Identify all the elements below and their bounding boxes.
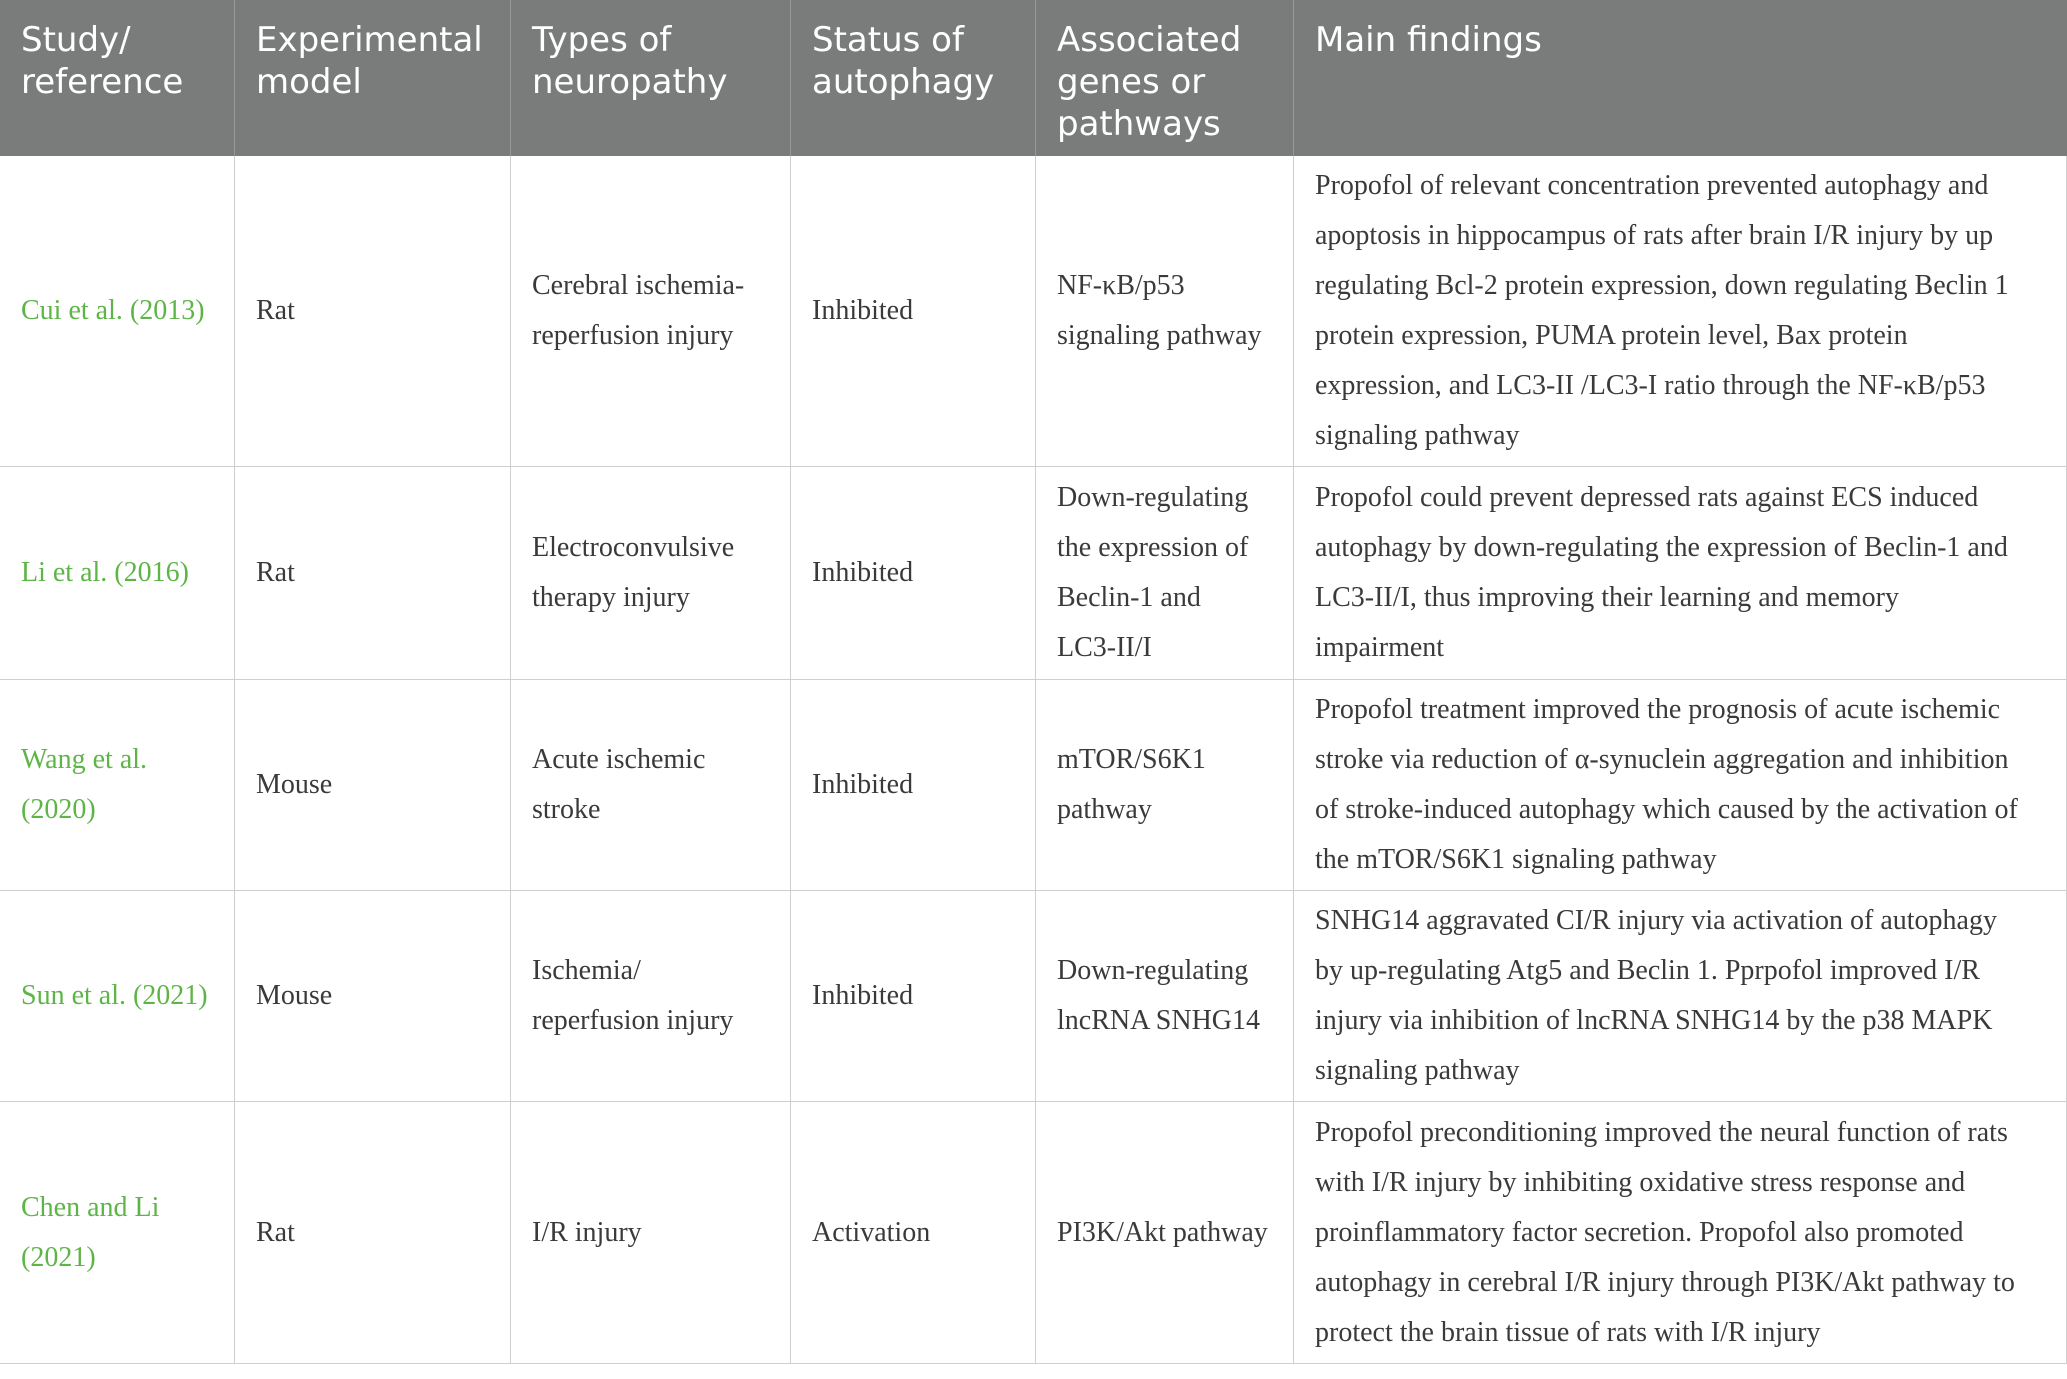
- findings-line: autophagy by down-regulating the expression of Beclin-1 and: [1315, 532, 2008, 563]
- cell-genes-or-pathways: [1036, 1102, 1294, 1364]
- pathway-line: lncRNA SNHG14: [1057, 1005, 1261, 1036]
- pathway-line: pathway: [1057, 794, 1152, 825]
- column-header-line: Types of: [532, 20, 672, 60]
- cell-genes-or-pathways: [1036, 467, 1294, 680]
- column-header-study-reference: [0, 0, 235, 156]
- column-header-line: Study/: [21, 20, 131, 60]
- column-header-line: Status of: [812, 20, 964, 60]
- status-line: Inhibited: [812, 557, 914, 588]
- cell-experimental-model: [235, 891, 511, 1102]
- reference-line: Chen and Li: [21, 1191, 160, 1223]
- reference-line: (2020): [21, 794, 96, 825]
- table-header-row: [0, 0, 2067, 156]
- column-header-line: Associated: [1057, 20, 1242, 60]
- findings-line: proinflammatory factor secretion. Propofol also promoted: [1315, 1216, 1964, 1248]
- cell-genes-or-pathways: [1036, 680, 1294, 891]
- column-header-experimental-model: [235, 0, 511, 156]
- model-line: Rat: [256, 557, 295, 588]
- table-row: [0, 1102, 2067, 1364]
- cell-reference: [0, 891, 235, 1102]
- reference-link[interactable]: [21, 971, 228, 1021]
- findings-line: autophagy in cerebral I/R injury through PI3K/Akt pathway to: [1315, 1266, 2015, 1298]
- findings-line: by up-regulating Atg5 and Beclin 1. Pprpofol improved I/R: [1315, 955, 1980, 986]
- findings-line: with I/R injury by inhibiting oxidative stress response and: [1315, 1166, 1966, 1198]
- cell-autophagy-status: [791, 1102, 1036, 1364]
- column-header-line: reference: [21, 62, 184, 102]
- reference-link[interactable]: [21, 548, 228, 598]
- cell-main-findings: [1294, 156, 2067, 467]
- pathway-line: Down-regulating: [1057, 482, 1249, 513]
- cell-genes-or-pathways: [1036, 891, 1294, 1102]
- column-header-neuropathy-type: [511, 0, 791, 156]
- pathway-line: LC3-II/I: [1057, 632, 1152, 663]
- cell-reference: [0, 1102, 235, 1364]
- neuropathy-line: Electroconvulsive: [532, 532, 735, 563]
- table-row: [0, 467, 2067, 680]
- status-line: Activation: [812, 1216, 931, 1248]
- column-header-line: pathways: [1057, 104, 1221, 144]
- findings-line: impairment: [1315, 632, 1445, 663]
- reference-link[interactable]: [21, 1183, 228, 1283]
- status-line: Inhibited: [812, 980, 914, 1011]
- neuropathy-line: Acute ischemic: [532, 744, 706, 775]
- findings-line: SNHG14 aggravated CI/R injury via activation of autophagy: [1315, 905, 1997, 936]
- table-row: [0, 156, 2067, 467]
- cell-autophagy-status: [791, 891, 1036, 1102]
- cell-autophagy-status: [791, 467, 1036, 680]
- cell-main-findings: [1294, 467, 2067, 680]
- neuropathy-line: therapy injury: [532, 582, 690, 613]
- findings-line: of stroke-induced autophagy which caused by the activation of: [1315, 794, 2018, 825]
- neuropathy-line: stroke: [532, 794, 601, 825]
- column-header-line: neuropathy: [532, 62, 728, 102]
- neuropathy-line: reperfusion injury: [532, 320, 734, 351]
- pathway-line: PI3K/Akt pathway: [1057, 1216, 1268, 1248]
- column-header-line: model: [256, 62, 362, 102]
- cell-experimental-model: [235, 467, 511, 680]
- cell-autophagy-status: [791, 156, 1036, 467]
- cell-main-findings: [1294, 1102, 2067, 1364]
- findings-line: injury via inhibition of lncRNA SNHG14 by the p38 MAPK: [1315, 1005, 1993, 1036]
- findings-line: expression, and LC3-II /LC3-I ratio through the NF-κB/p53: [1315, 370, 1986, 401]
- status-line: Inhibited: [812, 295, 914, 326]
- findings-line: signaling pathway: [1315, 420, 1520, 451]
- column-header-main-findings: [1294, 0, 2067, 156]
- cell-reference: [0, 467, 235, 680]
- cell-neuropathy-type: [511, 680, 791, 891]
- cell-experimental-model: [235, 156, 511, 467]
- neuropathy-line: I/R injury: [532, 1216, 642, 1248]
- findings-line: Propofol could prevent depressed rats against ECS induced: [1315, 482, 1979, 513]
- findings-line: stroke via reduction of α-synuclein aggregation and inhibition: [1315, 744, 2009, 775]
- findings-line: signaling pathway: [1315, 1055, 1520, 1086]
- cell-genes-or-pathways: [1036, 156, 1294, 467]
- pathway-line: mTOR/S6K1: [1057, 744, 1206, 775]
- reference-line: (2021): [21, 1241, 96, 1273]
- cell-neuropathy-type: [511, 467, 791, 680]
- cell-main-findings: [1294, 891, 2067, 1102]
- column-header-line: autophagy: [812, 62, 995, 102]
- cell-reference: [0, 156, 235, 467]
- reference-line: Cui et al. (2013): [21, 295, 205, 326]
- column-header-line: genes or: [1057, 62, 1206, 102]
- findings-line: protect the brain tissue of rats with I/R injury: [1315, 1316, 1821, 1348]
- model-line: Rat: [256, 295, 295, 326]
- column-header-line: Main findings: [1315, 20, 1542, 60]
- findings-line: Propofol treatment improved the prognosis of acute ischemic: [1315, 694, 2001, 725]
- pathway-line: signaling pathway: [1057, 320, 1262, 351]
- findings-line: Propofol preconditioning improved the neural function of rats: [1315, 1116, 2008, 1148]
- neuropathy-line: Cerebral ischemia-: [532, 270, 745, 301]
- cell-autophagy-status: [791, 680, 1036, 891]
- findings-line: protein expression, PUMA protein level, Bax protein: [1315, 320, 1908, 351]
- pathway-line: Beclin-1 and: [1057, 582, 1201, 613]
- model-line: Rat: [256, 1216, 295, 1248]
- pathway-line: NF-κB/p53: [1057, 270, 1185, 301]
- table-row: [0, 891, 2067, 1102]
- reference-line: Sun et al. (2021): [21, 980, 208, 1011]
- findings-line: Propofol of relevant concentration prevented autophagy and: [1315, 170, 1989, 201]
- findings-line: regulating Bcl-2 protein expression, down regulating Beclin 1: [1315, 270, 2009, 301]
- column-header-genes-or-pathways: [1036, 0, 1294, 156]
- cell-main-findings: [1294, 680, 2067, 891]
- cell-neuropathy-type: [511, 156, 791, 467]
- pathway-line: the expression of: [1057, 532, 1249, 563]
- findings-line: the mTOR/S6K1 signaling pathway: [1315, 844, 1717, 875]
- cell-neuropathy-type: [511, 891, 791, 1102]
- column-header-line: Experimental: [256, 20, 483, 60]
- cell-neuropathy-type: [511, 1102, 791, 1364]
- status-line: Inhibited: [812, 769, 914, 800]
- cell-experimental-model: [235, 1102, 511, 1364]
- cell-reference: [0, 680, 235, 891]
- table-row: [0, 680, 2067, 891]
- reference-link[interactable]: [21, 286, 228, 336]
- findings-line: apoptosis in hippocampus of rats after brain I/R injury by up: [1315, 220, 1994, 251]
- pathway-line: Down-regulating: [1057, 955, 1249, 986]
- reference-link[interactable]: [21, 735, 228, 835]
- column-header-autophagy-status: [791, 0, 1036, 156]
- neuropathy-line: Ischemia/: [532, 955, 641, 986]
- findings-line: LC3-II/I, thus improving their learning and memory: [1315, 582, 1899, 613]
- reference-line: Wang et al.: [21, 744, 148, 775]
- model-line: Mouse: [256, 980, 333, 1011]
- model-line: Mouse: [256, 769, 333, 800]
- reference-line: Li et al. (2016): [21, 557, 189, 588]
- neuropathy-line: reperfusion injury: [532, 1005, 734, 1036]
- cell-experimental-model: [235, 680, 511, 891]
